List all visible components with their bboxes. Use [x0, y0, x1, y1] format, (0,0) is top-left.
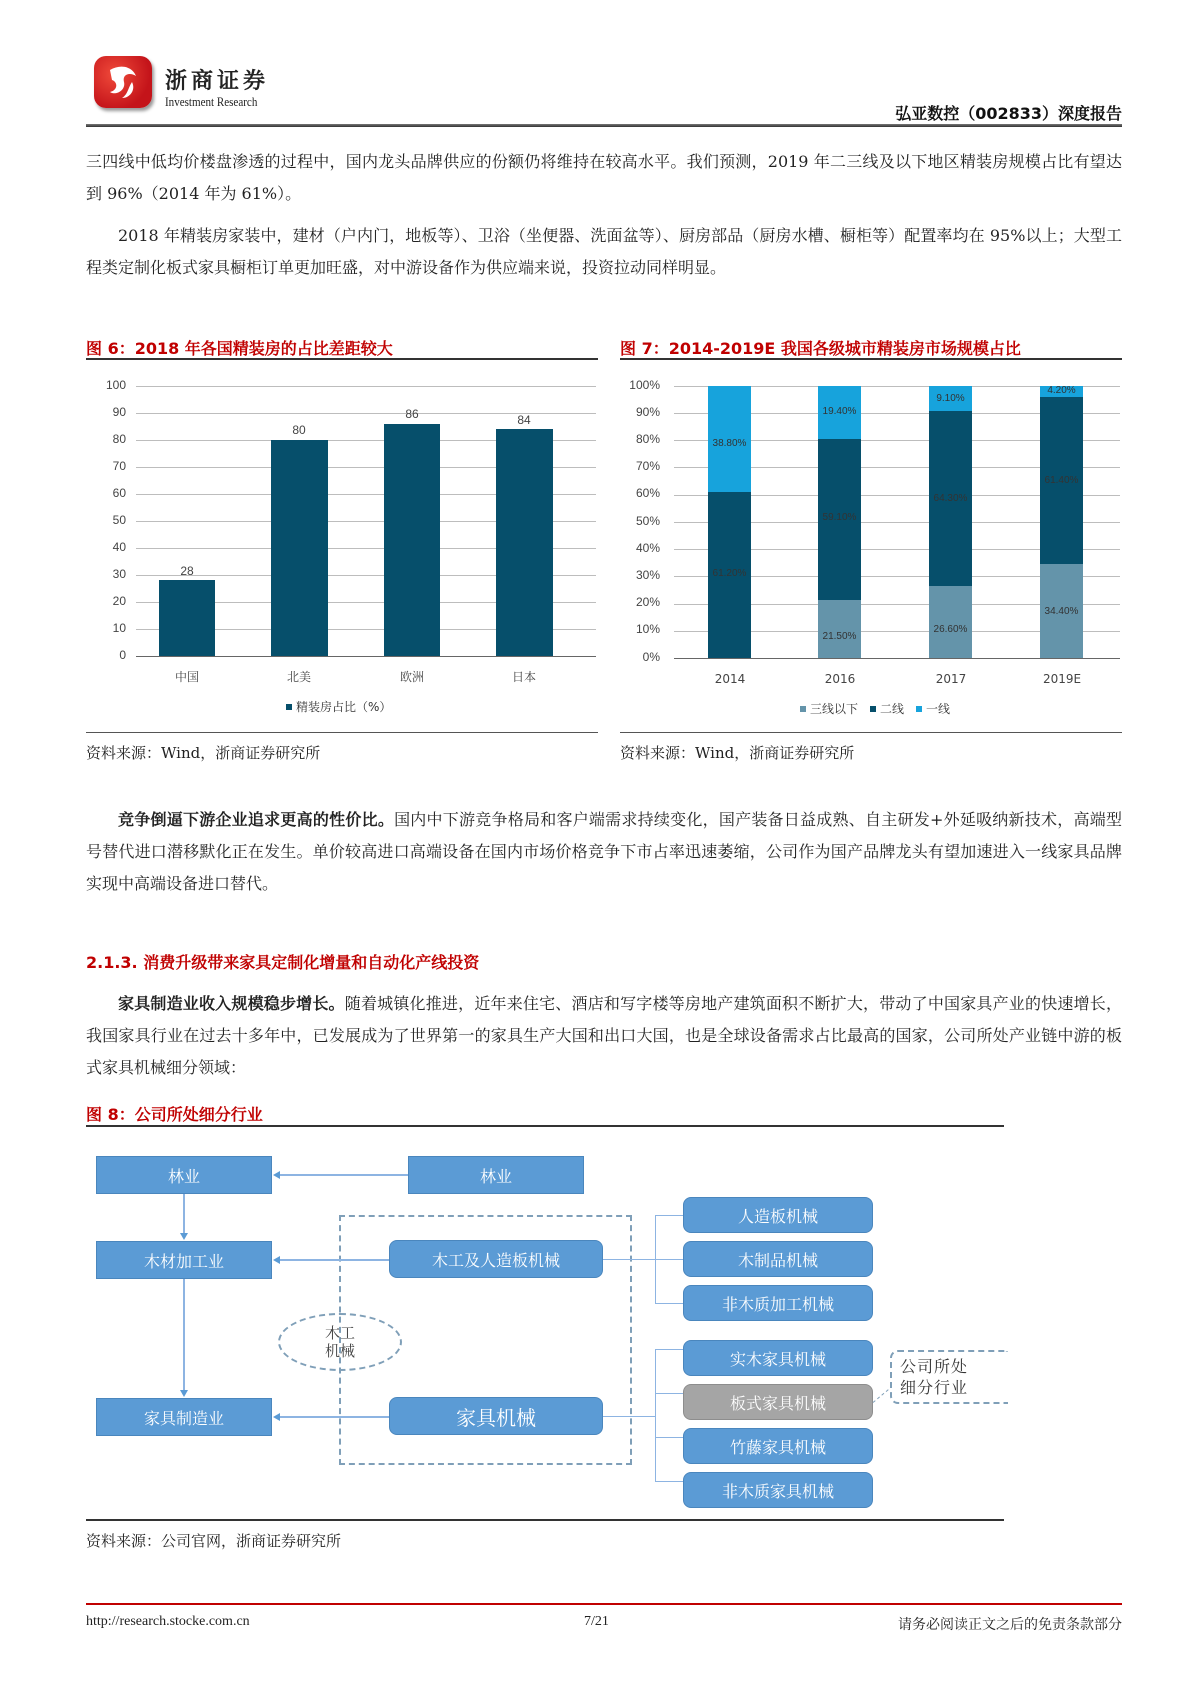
x-label: 2016: [824, 672, 856, 686]
connector: [655, 1303, 685, 1304]
box-panel-machinery: 人造板机械: [683, 1197, 873, 1233]
figure-7-chart: [620, 370, 1122, 720]
connector: [655, 1349, 685, 1350]
connector: [280, 1174, 408, 1176]
y-tick: 50: [112, 513, 126, 527]
legend-label: 三线以下: [810, 702, 859, 716]
box-panel-furniture-machinery-highlighted: 板式家具机械: [683, 1384, 873, 1420]
y-tick: 0: [119, 648, 126, 662]
bar-2014-tier1: 38.80%: [708, 386, 751, 492]
callout-pointer: [873, 1389, 889, 1403]
connector: [655, 1437, 685, 1438]
bar-value-label: 86: [405, 407, 419, 421]
arrow-left-icon: [273, 1413, 280, 1421]
bar-2019e-tier1: 4.20%: [1040, 386, 1083, 397]
box-furniture-machinery: 家具机械: [389, 1397, 603, 1435]
bar-2017-tier1: 9.10%: [929, 386, 972, 411]
connector: [655, 1215, 656, 1303]
page-number: 7/21: [584, 1614, 609, 1629]
bar-2016-tier3: 21.50%: [818, 600, 861, 658]
y-tick: 0%: [642, 650, 660, 664]
y-tick: 10%: [635, 622, 660, 636]
brand-name-cn: 浙商证券: [165, 69, 270, 94]
x-label: 中国: [174, 670, 199, 684]
figure-7-title: 图 7：2014-2019E 我国各级城市精装房市场规模占比: [620, 339, 1021, 358]
figure-6-rule: [86, 358, 598, 360]
header-divider: [86, 124, 1122, 127]
figure-7-bottom-rule: [620, 732, 1122, 733]
box-bamboo-rattan-furniture-machinery: 竹藤家具机械: [683, 1428, 873, 1464]
bar-japan: [496, 429, 553, 656]
figure-6-title: 图 6：2018 年各国精装房的占比差距较大: [86, 339, 393, 358]
y-tick: 70: [112, 459, 126, 473]
ellipse-label: 木工 机械: [324, 1324, 355, 1360]
y-tick: 60: [112, 486, 126, 500]
company-segment-callout: [890, 1350, 1008, 1404]
bar-2019e-tier3: 34.40%: [1040, 564, 1083, 658]
y-tick: 10: [112, 621, 126, 635]
gridline: [136, 386, 596, 387]
figure-6-bottom-rule: [86, 732, 598, 733]
woodworking-machinery-group: [339, 1215, 632, 1465]
connector: [183, 1279, 185, 1391]
connector: [655, 1481, 685, 1482]
woodworking-machinery-ellipse: [278, 1313, 402, 1371]
x-axis: [136, 656, 596, 657]
bar-2016-tier2: 59.10%: [818, 439, 861, 600]
connector: [280, 1259, 389, 1261]
footer-disclaimer: 请务必阅读正文之后的免责条款部分: [898, 1617, 1122, 1633]
connector: [603, 1416, 655, 1417]
connector: [655, 1393, 685, 1394]
arrow-down-icon: [180, 1390, 188, 1397]
y-tick: 90: [112, 405, 126, 419]
box-furniture-manufacturing: 家具制造业: [96, 1398, 272, 1436]
brand-logo-icon: [94, 56, 152, 108]
paragraph-4-body: 随着城镇化推进，近年来住宅、酒店和写字楼等房地产建筑面积不断扩大，带动了中国家具产业的快速增长，我国家具行业在过去十多年中，已发展成为了世界第一的家具生产大国和出口大国，也是全球设备需求占比最高的国家，公司所处产业链中游的板式家具机械细分领域：: [86, 994, 1122, 1077]
box-forestry-left: 林业: [96, 1156, 272, 1194]
callout-label: 公司所处 细分行业: [900, 1357, 969, 1397]
y-tick: 50%: [635, 514, 660, 528]
brand-name-en: Investment Research: [165, 94, 258, 109]
figure-7-source: 资料来源：Wind，浙商证券研究所: [620, 744, 855, 762]
arrow-left-icon: [273, 1171, 280, 1179]
y-tick: 40%: [635, 541, 660, 555]
y-tick: 70%: [635, 459, 660, 473]
legend-label: 二线: [880, 702, 905, 716]
bar-2017-tier3: 26.60%: [929, 586, 972, 658]
legend-label: 精装房占比（%）: [296, 700, 392, 714]
arrow-down-icon: [180, 1233, 188, 1240]
y-tick: 100%: [629, 378, 660, 392]
bar-2014-tier2: 61.20%: [708, 492, 751, 658]
figure-8-source: 资料来源：公司官网，浙商证券研究所: [86, 1532, 342, 1550]
bar-2016-tier1: 19.40%: [818, 386, 861, 439]
paragraph-2: 2018 年精装房家装中，建材（户内门，地板等）、卫浴（坐便器、洗面盆等）、厨房部品（厨房水槽、橱柜等）配置率均在 95%以上；大型工程类定制化板式家具橱柜订单更加旺盛，对中游设备作为供应端来说，投资拉动同样明显。: [86, 226, 1122, 277]
footer-divider: [86, 1603, 1122, 1605]
legend-swatch-icon: [286, 704, 292, 710]
y-tick: 40: [112, 540, 126, 554]
legend-swatch-icon: [870, 706, 876, 712]
bar-europe: [384, 424, 440, 656]
x-label: 北美: [286, 670, 311, 684]
box-non-wood-furniture-machinery: 非木质家具机械: [683, 1472, 873, 1508]
x-label: 日本: [511, 670, 536, 684]
paragraph-4-lead: 家具制造业收入规模稳步增长。: [118, 994, 345, 1013]
bar-value-label: 80: [292, 423, 306, 437]
legend-swatch-icon: [800, 706, 806, 712]
arrow-left-icon: [273, 1256, 280, 1264]
report-title: 弘亚数控（002833）深度报告: [895, 104, 1122, 123]
y-tick: 80%: [635, 432, 660, 446]
y-tick: 80: [112, 432, 126, 446]
connector: [655, 1259, 685, 1260]
y-tick: 30: [112, 567, 126, 581]
figure-6-source: 资料来源：Wind，浙商证券研究所: [86, 744, 321, 762]
bar-value-label: 84: [517, 413, 531, 427]
box-non-wood-processing-machinery: 非木质加工机械: [683, 1285, 873, 1321]
paragraph-3: [86, 804, 1122, 900]
y-tick: 30%: [635, 568, 660, 582]
figure-8-rule: [86, 1125, 1004, 1127]
y-tick: 20: [112, 594, 126, 608]
chart-legend: [286, 698, 391, 715]
connector: [603, 1259, 655, 1260]
y-tick: 60%: [635, 486, 660, 500]
figure-8-bottom-rule: [86, 1519, 1004, 1521]
paragraph-1: 三四线中低均价楼盘渗透的过程中，国内龙头品牌供应的份额仍将维持在较高水平。我们预测，2019 年二三线及以下地区精装房规模占比有望达到 96%（2014 年为 61%）。: [86, 152, 1122, 203]
figure-7-rule: [620, 358, 1122, 360]
paragraph-3-lead: 竞争倒逼下游企业追求更高的性价比。: [118, 810, 395, 829]
y-tick: 90%: [635, 405, 660, 419]
connector: [183, 1194, 185, 1234]
x-label: 欧洲: [399, 670, 424, 684]
paragraph-3-body: 国内中下游竞争格局和客户端需求持续变化，国产装备日益成熟、自主研发+外延吸纳新技术，高端型号替代进口潜移默化正在发生。单价较高进口高端设备在国内市场价格竞争下市占率迅速萎缩，公司作为国产品牌龙头有望加速进入一线家具品牌实现中高端设备进口替代。: [86, 810, 1122, 893]
section-heading: 2.1.3. 消费升级带来家具定制化增量和自动化产线投资: [86, 953, 480, 972]
connector: [280, 1416, 389, 1418]
x-label: 2019E: [1042, 672, 1082, 686]
connector: [655, 1349, 656, 1481]
connector: [655, 1215, 685, 1216]
bar-north-america: [271, 440, 328, 656]
footer-url-link[interactable]: http://research.stocke.com.cn: [86, 1614, 250, 1629]
x-axis: [674, 658, 1120, 659]
legend-swatch-icon: [916, 706, 922, 712]
paragraph-4: [86, 988, 1122, 1084]
x-label: 2014: [714, 672, 746, 686]
figure-8-title: 图 8：公司所处细分行业: [86, 1105, 263, 1124]
x-label: 2017: [935, 672, 967, 686]
bar-china: [159, 580, 215, 656]
box-woodworking-panel-machinery: 木工及人造板机械: [389, 1240, 603, 1278]
y-tick: 100: [105, 378, 126, 392]
figure-6-chart: [86, 370, 598, 720]
box-wood-processing: 木材加工业: [96, 1241, 272, 1279]
box-forestry-right: 林业: [408, 1156, 584, 1194]
box-wood-products-machinery: 木制品机械: [683, 1241, 873, 1277]
box-solid-wood-furniture-machinery: 实木家具机械: [683, 1340, 873, 1376]
bar-value-label: 28: [180, 564, 194, 578]
bar-2019e-tier2: 61.40%: [1040, 397, 1083, 564]
chart-legend: [800, 700, 950, 717]
legend-label: 一线: [926, 702, 951, 716]
bar-2017-tier2: 64.30%: [929, 411, 972, 586]
y-tick: 20%: [635, 595, 660, 609]
